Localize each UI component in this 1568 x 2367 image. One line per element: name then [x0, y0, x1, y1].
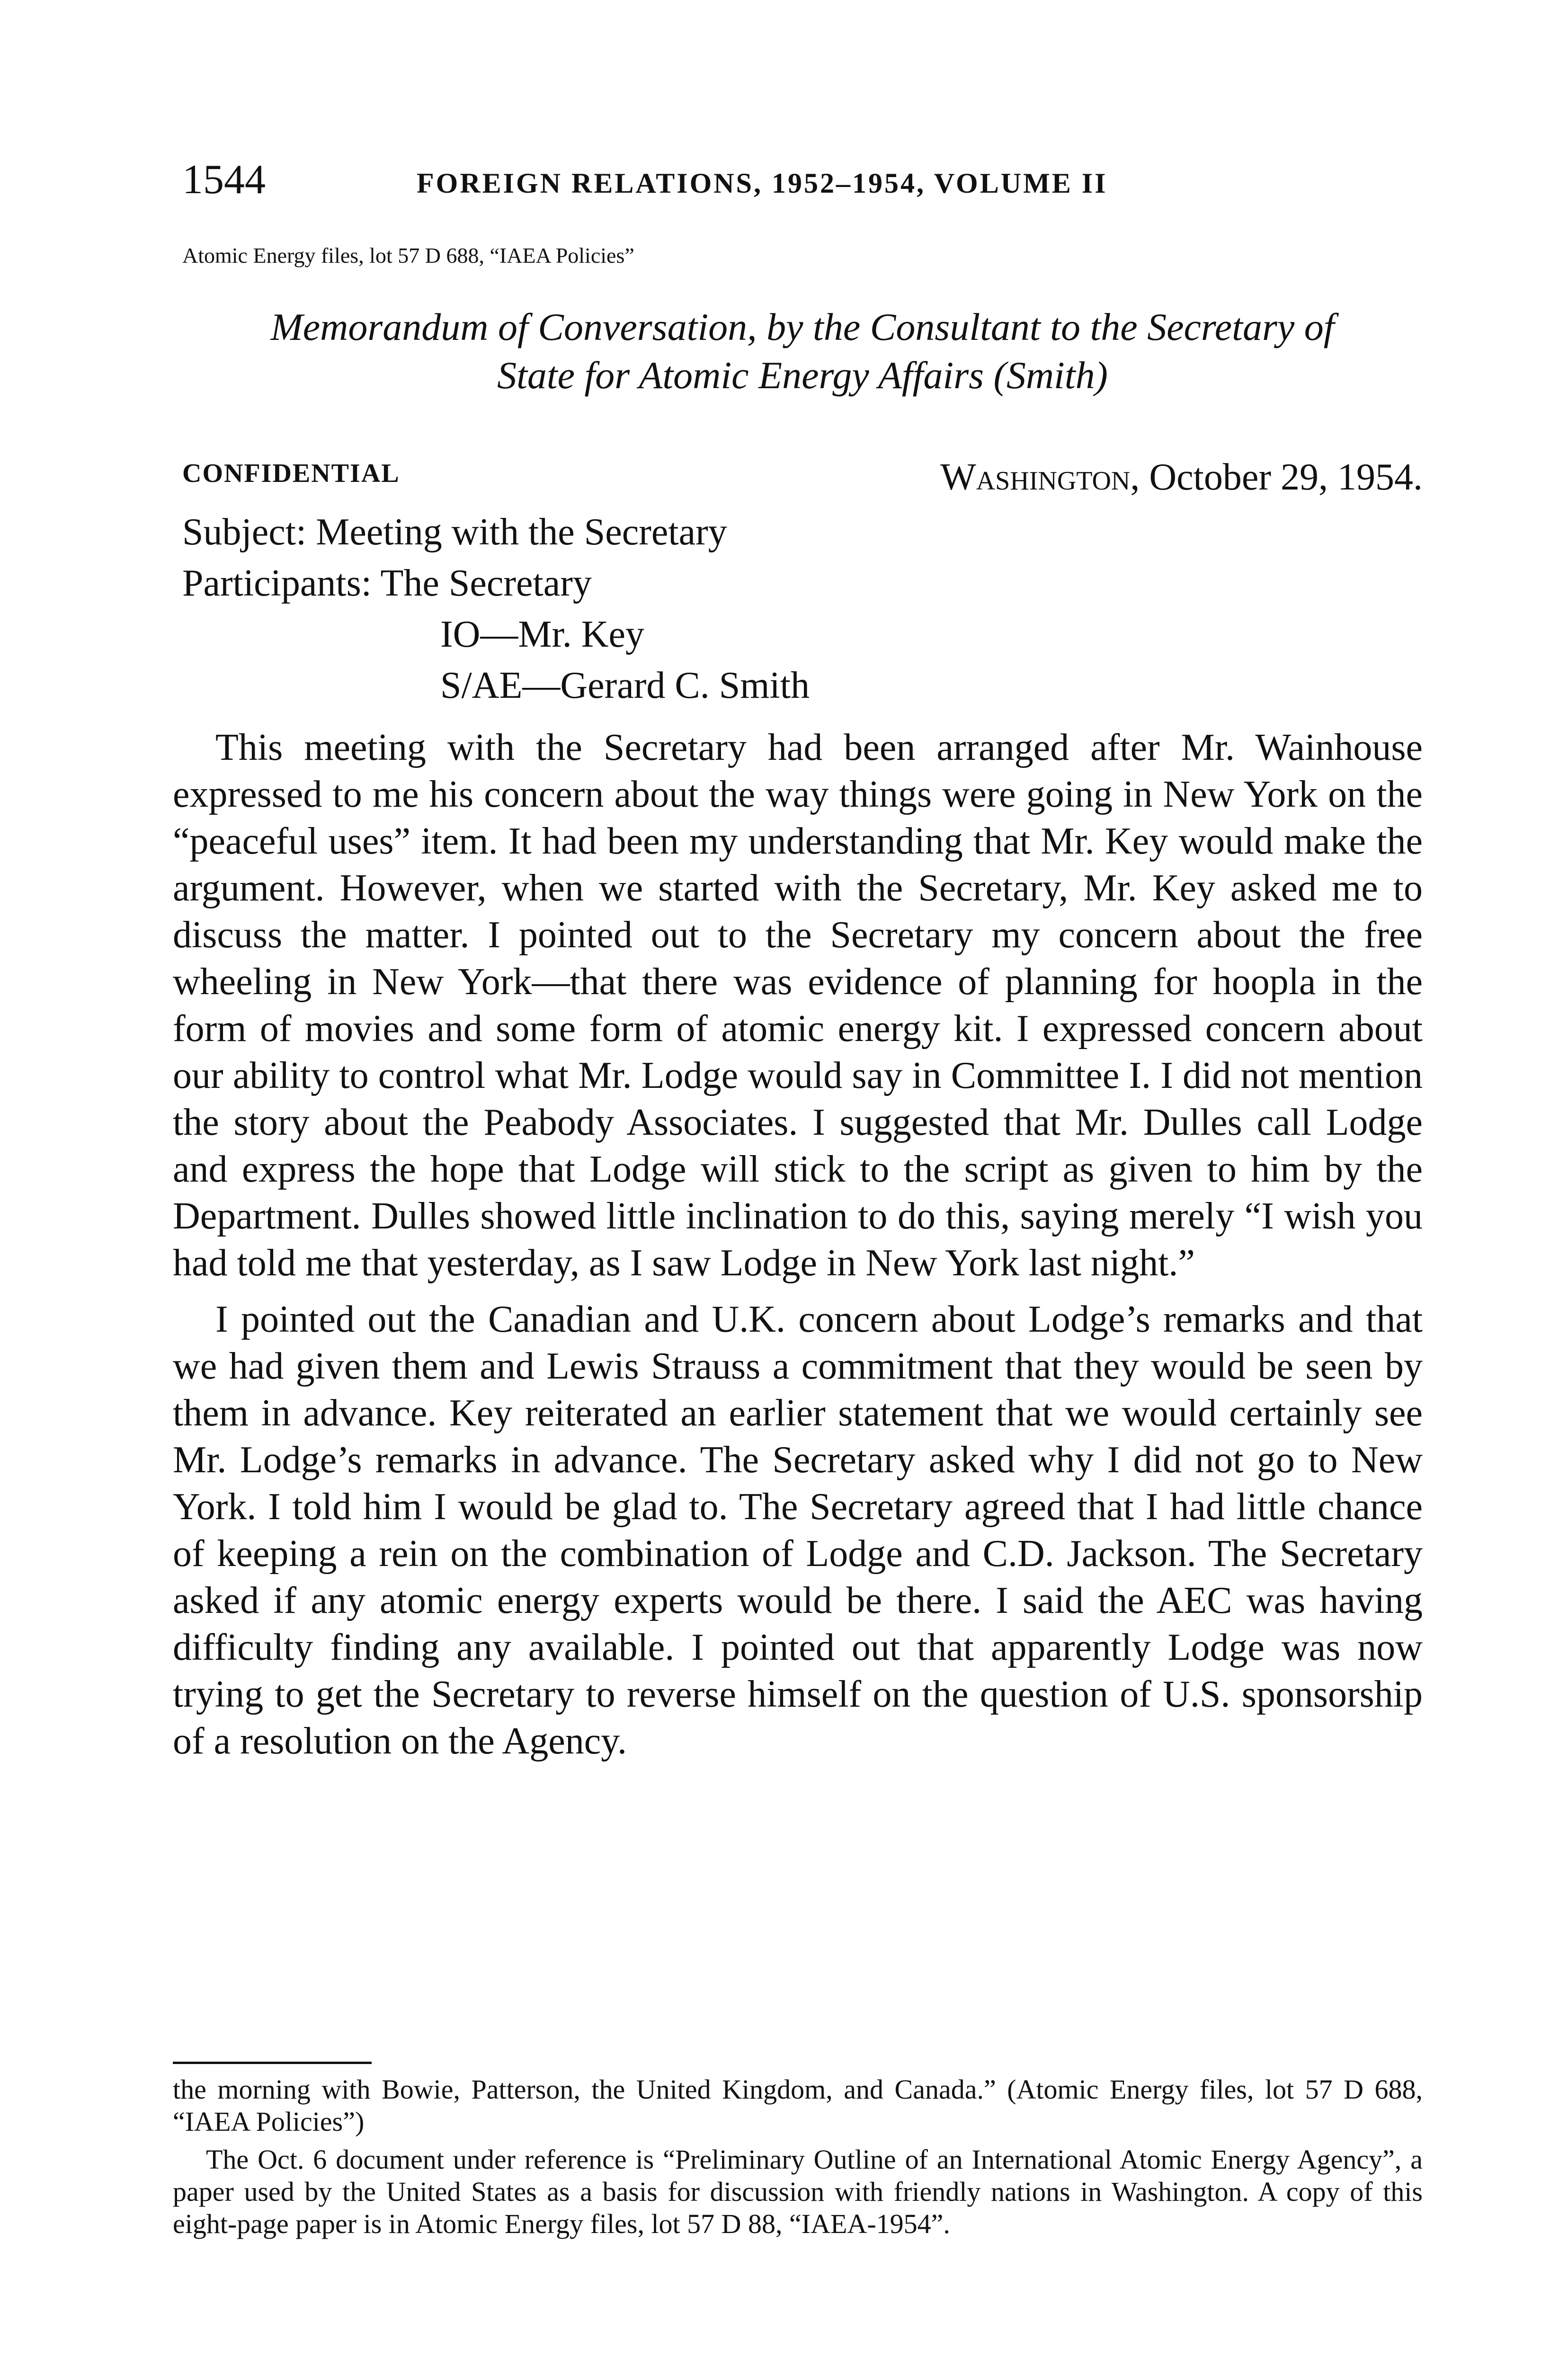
- source-citation: Atomic Energy files, lot 57 D 688, “IAEA Policies”: [182, 243, 634, 267]
- classification-marking: CONFIDENTIAL: [182, 459, 400, 488]
- body-paragraph-1: This meeting with the Secretary had been arranged after Mr. Wainhouse expressed to me his concern about the way things were going in New York on the “peaceful uses” item. It had been my understanding that Mr. Key would make the argument. However, when we started with the Secretary, Mr. Key asked me to discuss the matter. I pointed out to the Secretary my concern about the free wheeling in New York—that there was evidence of planning for hoopla in the form of movies and some form of atomic energy kit. I expressed concern about our ability to control what Mr. Lodge would say in Committee I. I did not mention the story about the Peabody Associates. I suggested that Mr. Dulles call Lodge and express the hope that Lodge will stick to the script as given to him by the Department. Dulles showed little inclination to do this, saying merely “I wish you had told me that yesterday, as I saw Lodge in New York last night.”: [173, 727, 1423, 1284]
- title-line-1: Memorandum of Conversation, by the Consultant to the Secretary of: [270, 305, 1335, 348]
- participant-1: The Secretary: [380, 562, 592, 604]
- footnotes: [173, 2073, 1423, 2246]
- footnote-continuation: the morning with Bowie, Patterson, the United Kingdom, and Canada.” (Atomic Energy files, lot 57 D 688, “IAEA Policies”): [173, 2074, 1423, 2137]
- memo-metadata: [182, 507, 810, 711]
- page-number: 1544: [182, 157, 266, 203]
- participant-3: S/AE—Gerard C. Smith: [440, 665, 810, 706]
- memo-body: [173, 724, 1423, 1774]
- subject-line: Subject: Meeting with the Secretary: [182, 511, 727, 553]
- document-title: [182, 303, 1423, 400]
- title-line-2: State for Atomic Energy Affairs (Smith): [497, 354, 1108, 397]
- dateline-date: October 29, 1954.: [1149, 456, 1423, 498]
- dateline-place: Washington,: [940, 456, 1140, 498]
- footnote-divider: [173, 2062, 372, 2064]
- participants-label: Participants:: [182, 562, 372, 604]
- participants-row: [182, 558, 810, 609]
- footnote-oct-6-document: The Oct. 6 document under reference is “Preliminary Outline of an International Atomic Energy Agency”, a paper used by the United States as a basis for discussion with friendly nations in Washington. A copy of this eight-page paper is in Atomic Energy files, lot 57 D 88, “IAEA-1954”.: [173, 2144, 1423, 2239]
- participant-2: IO—Mr. Key: [440, 614, 645, 655]
- running-head: FOREIGN RELATIONS, 1952–1954, VOLUME II: [417, 168, 1108, 199]
- page-header: [182, 154, 1423, 206]
- body-paragraph-2: I pointed out the Canadian and U.K. concern about Lodge’s remarks and that we had given them and Lewis Strauss a commitment that they would be seen by them in advance. Key reiterated an earlier statement that we would certainly see Mr. Lodge’s remarks in advance. The Secretary asked why I did not go to New York. I told him I would be glad to. The Secretary agreed that I had little chance of keeping a rein on the combination of Lodge and C.D. Jackson. The Secretary asked if any atomic energy experts would be there. I said the AEC was having difficulty finding any available. I pointed out that apparently Lodge was now trying to get the Secretary to reverse himself on the question of U.S. sponsorship of a resolution on the Agency.: [173, 1299, 1423, 1762]
- dateline: [940, 454, 1423, 501]
